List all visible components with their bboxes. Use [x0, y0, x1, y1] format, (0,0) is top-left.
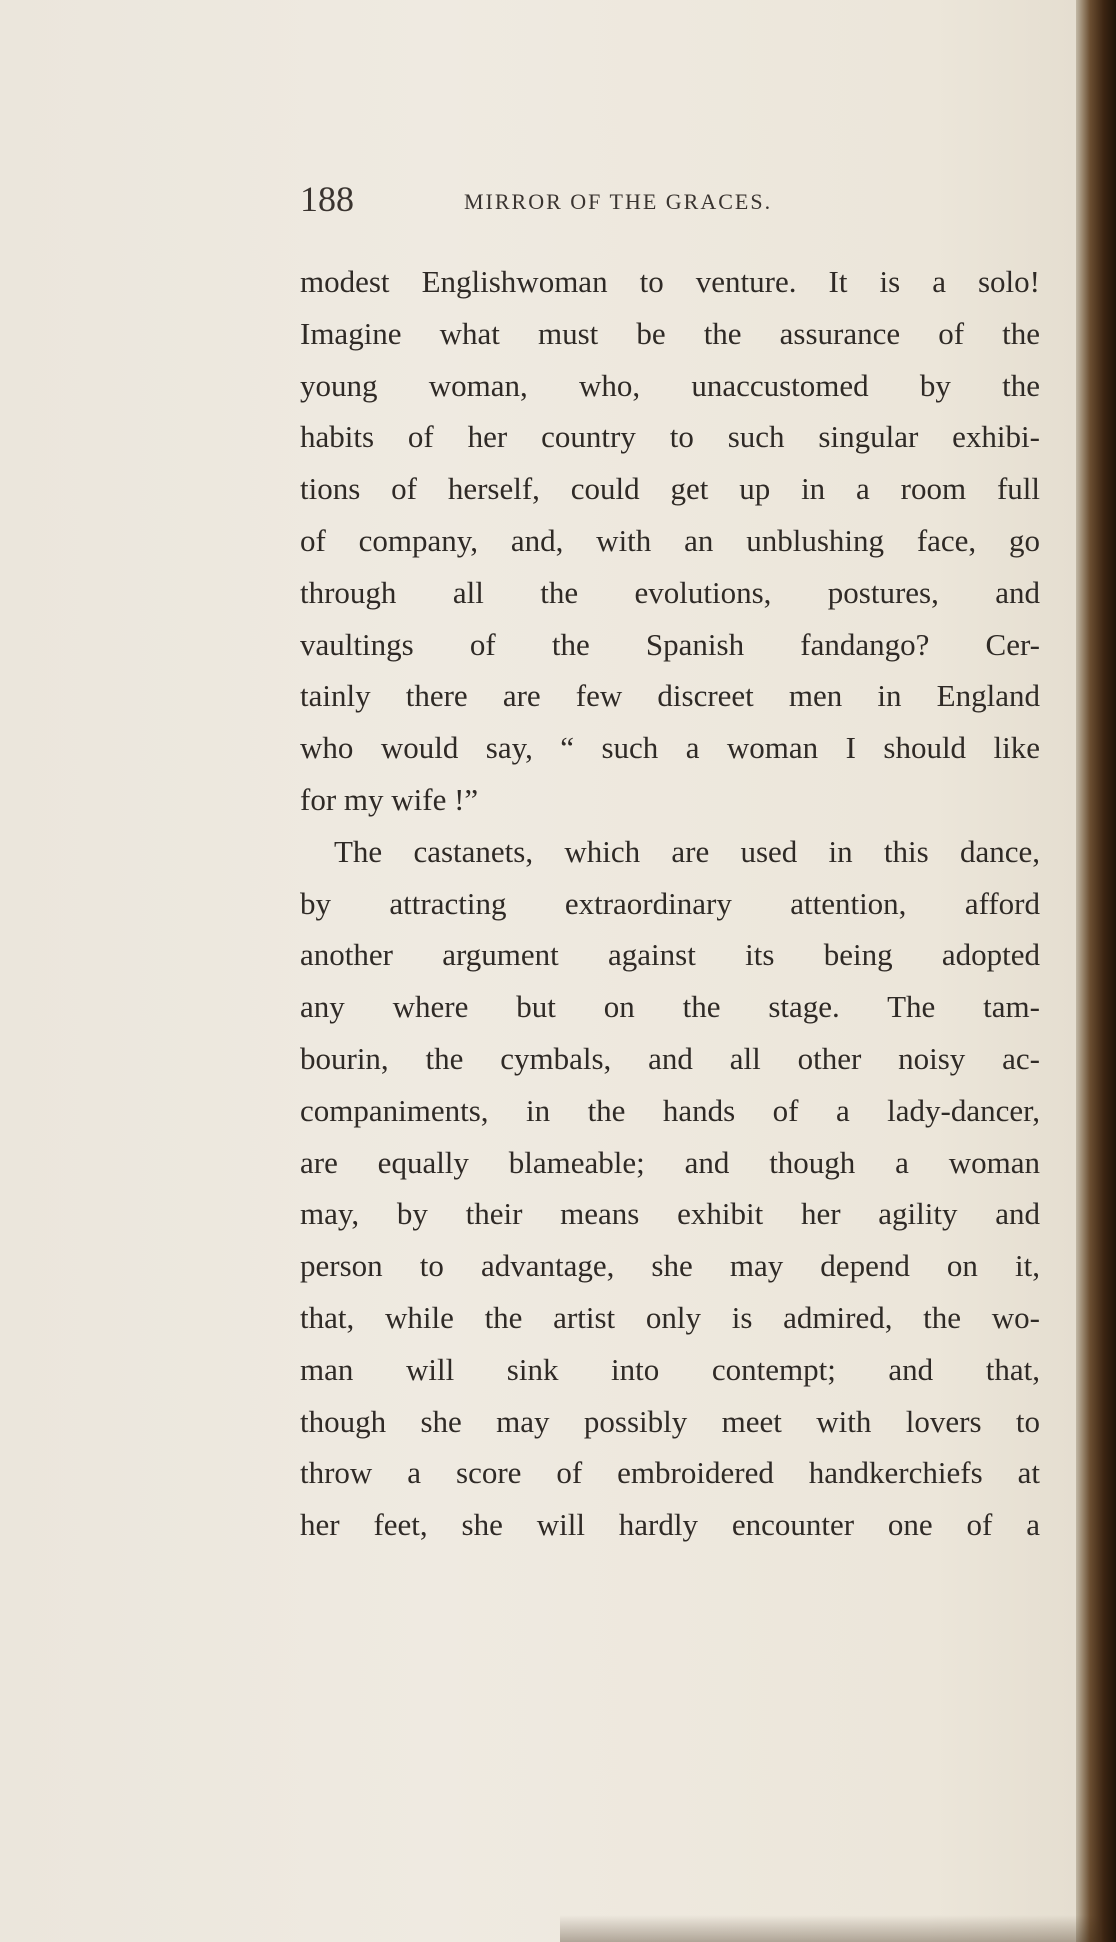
book-binding-edge: [1076, 0, 1116, 1942]
text-line: habits of her country to such singular exhibi-: [300, 419, 1040, 455]
text-line: through all the evolutions, postures, and: [300, 574, 1040, 610]
text-line: any where but on the stage. The tam-: [300, 989, 1040, 1025]
text-line: tions of herself, could get up in a room full: [300, 471, 1040, 507]
text-line: companiments, in the hands of a lady-dancer,: [300, 1092, 1040, 1128]
text-line: Imagine what must be the assurance of the: [300, 315, 1040, 351]
text-line: throw a score of embroidered handkerchiefs at: [300, 1455, 1040, 1491]
text-line: young woman, who, unaccustomed by the: [300, 367, 1040, 403]
text-line: are equally blameable; and though a woman: [300, 1144, 1040, 1180]
text-line: who would say, “ such a woman I should like: [300, 730, 1040, 766]
page-shadow: [560, 1915, 1100, 1942]
text-line: man will sink into contempt; and that,: [300, 1351, 1040, 1387]
text-line: vaultings of the Spanish fandango? Cer-: [300, 626, 1040, 662]
text-line: that, while the artist only is admired, the wo-: [300, 1299, 1040, 1335]
text-line: may, by their means exhibit her agility and: [300, 1196, 1040, 1232]
text-line: tainly there are few discreet men in England: [300, 678, 1040, 714]
text-line: person to advantage, she may depend on it,: [300, 1248, 1040, 1284]
body-text: [300, 256, 1040, 1551]
page-number: 188: [300, 179, 354, 219]
text-line: another argument against its being adopted: [300, 937, 1040, 973]
paragraph: [300, 826, 1040, 1551]
text-line: for my wife !”: [300, 781, 479, 817]
text-line: modest Englishwoman to venture. It is a solo!: [300, 264, 1040, 299]
text-line: though she may possibly meet with lovers to: [300, 1403, 1040, 1439]
text-line: by attracting extraordinary attention, afford: [300, 885, 1040, 921]
text-line: bourin, the cymbals, and all other noisy ac-: [300, 1040, 1040, 1076]
running-title: MIRROR OF THE GRACES.: [464, 189, 773, 214]
text-line: The castanets, which are used in this dance,: [334, 833, 1040, 869]
text-line: of company, and, with an unblushing face, go: [300, 522, 1040, 558]
paragraph: [300, 256, 1040, 826]
running-head: [300, 178, 1060, 228]
text-line: her feet, she will hardly encounter one of a: [300, 1507, 1040, 1543]
